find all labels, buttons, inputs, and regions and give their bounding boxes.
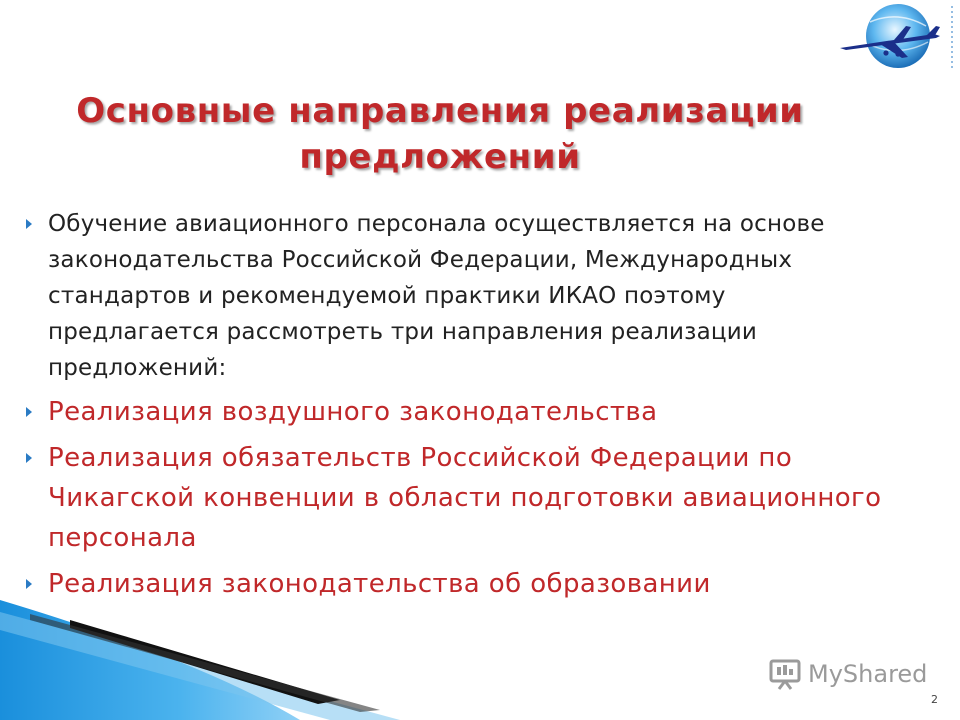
airplane-logo-icon bbox=[836, 0, 956, 76]
bullet-arrow-icon bbox=[26, 453, 32, 463]
direction-text: Реализация законодательства об образовании bbox=[48, 569, 711, 599]
myshared-watermark bbox=[768, 656, 927, 692]
slide-title-line-2: предложений bbox=[299, 137, 581, 177]
presentation-board-icon bbox=[768, 657, 802, 691]
watermark-text: MyShared bbox=[808, 660, 928, 688]
bullet-arrow-icon bbox=[26, 219, 32, 229]
direction-item-1 bbox=[22, 392, 882, 432]
bullet-list bbox=[22, 206, 882, 610]
decorative-swoosh bbox=[0, 590, 960, 720]
intro-bullet bbox=[22, 206, 882, 386]
direction-text: Реализация воздушного законодательства bbox=[48, 397, 658, 427]
bullet-arrow-icon bbox=[26, 407, 32, 417]
slide-title-line-1: Основные направления реализации bbox=[76, 91, 804, 131]
page-number: 2 bbox=[931, 693, 938, 706]
slide-title bbox=[40, 88, 840, 180]
direction-item-2 bbox=[22, 438, 882, 558]
direction-text: Реализация обязательств Российской Федерации по Чикагской конвенции в области подготовки авиационного персонала bbox=[48, 443, 882, 553]
bullet-arrow-icon bbox=[26, 579, 32, 589]
intro-text: Обучение авиационного персонала осуществляется на основе законодательства Российской Федерации, Международных стандартов и рекомендуемой практики ИКАО поэтому предлагается рассмотреть три направления реализации предложений: bbox=[48, 211, 825, 381]
